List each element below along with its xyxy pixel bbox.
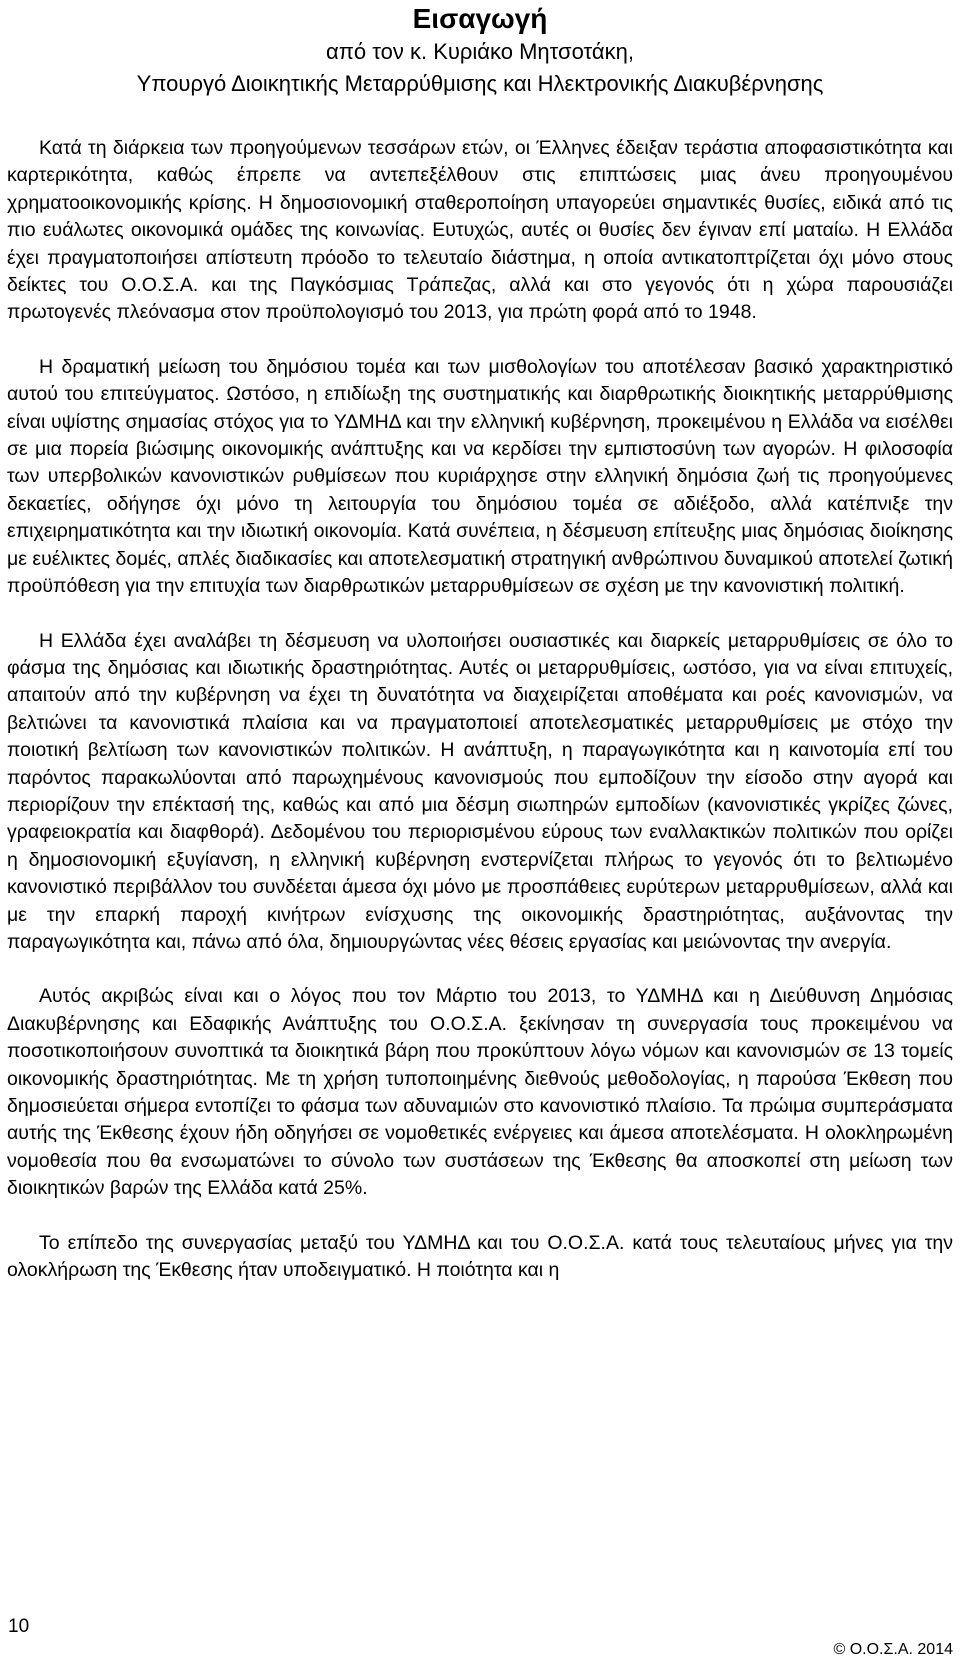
page-number: 10 <box>8 1616 30 1637</box>
paragraph-4: Αυτός ακριβώς είναι και ο λόγος που τον Μάρτιο του 2013, το ΥΔΜΗΔ και η Διεύθυνση Δημόσιας Διακυβέρνησης και Εδαφικής Ανάπτυξης του Ο.Ο.Σ.Α. ξεκίνησαν τη συνεργασία τους προκειμένου να ποσοτικοποιήσουν συνοπτικά τα διοικητικά βάρη που προκύπτουν λόγω νόμων και κανονισμών σε 13 τομείς οικονομικής δραστηριότητας. Με τη χρήση τυποποιημένης διεθνούς μεθοδολογίας, η παρούσα Έκθεση που δημοσιεύεται σήμερα εντοπίζει το φάσμα των αδυναμιών στο κανονιστικό πλαίσιο. Τα πρώιμα συμπεράσματα αυτής της Έκθεσης έχουν ήδη οδηγήσει σε νομοθετικές ενέργειες και άμεσα αποτελέσματα. Η ολοκληρωμένη νομοθεσία που θα ενσωματώνει το σύνολο των συστάσεων της Έκθεσης θα αποσκοπεί στη μείωση των διοικητικών βαρών της Ελλάδα κατά 25%. <box>7 985 953 1200</box>
page-title: Εισαγωγή <box>412 3 548 34</box>
body-text <box>7 135 953 1311</box>
paragraph-1: Κατά τη διάρκεια των προηγούμενων τεσσάρων ετών, οι Έλληνες έδειξαν τεράστια αποφασιστικότητα και καρτερικότητα, καθώς έπρεπε να αντεπεξέλθουν στις επιπτώσεις μιας άνευ προηγουμένου χρηματοοικονομικής κρίσης. Η δημοσιονομική σταθεροποίηση υπαγορεύει σημαντικές θυσίες, ειδικά από τις πιο ευάλωτες οικονομικά ομάδες της κοινωνίας. Ευτυχώς, αυτές οι θυσίες δεν έγιναν επί ματαίω. Η Ελλάδα έχει πραγματοποιήσει απίστευτη πρόοδο το τελευταίο διάστημα, η οποία αντικατοπτρίζεται όχι μόνο στους δείκτες του Ο.Ο.Σ.Α. και της Παγκόσμιας Τράπεζας, αλλά και στο γεγονός ότι η χώρα παρουσιάζει πρωτογενές πλεόνασμα στον προϋπολογισμό του 2013, για πρώτη φορά από το 1948. <box>7 137 953 324</box>
author-role-line: Υπουργό Διοικητικής Μεταρρύθμισης και Ηλεκτρονικής Διακυβέρνησης <box>136 71 824 96</box>
document-header <box>0 0 960 100</box>
paragraph-2: Η δραματική μείωση του δημόσιου τομέα και των μισθολογίων του αποτέλεσαν βασικό χαρακτηριστικό αυτού του επιτεύγματος. Ωστόσο, η επιδίωξη της συστηματικής και διαρθρωτικής διοικητικής μεταρρύθμισης είναι υψίστης σημασίας στόχος για το ΥΔΜΗΔ και την ελληνική κυβέρνηση, προκειμένου η Ελλάδα να εισέλθει σε μια πορεία βιώσιμης οικονομικής ανάπτυξης και να κερδίσει την εμπιστοσύνη των αγορών. Η φιλοσοφία των υπερβολικών κανονιστικών ρυθμίσεων που κυριάρχησε στην ελληνική δημόσια ζωή τις προηγούμενες δεκαετίες, οδήγησε όχι μόνο τη λειτουργία του δημόσιου τομέα σε αδιέξοδο, αλλά κατέπνιξε την επιχειρηματικότητα και την ιδιωτική οικονομία. Κατά συνέπεια, η δέσμευση επίτευξης μιας δημόσιας διοίκησης με ευέλικτες δομές, απλές διαδικασίες και αποτελεσματική στρατηγική ανθρώπινου δυναμικού αποτελεί ζωτική προϋπόθεση για την επιτυχία των διαρθρωτικών μεταρρυθμίσεων σε σχέση με την κανονιστική πολιτική. <box>7 355 953 598</box>
copyright-notice: © Ο.Ο.Σ.Α. 2014 <box>833 1641 953 1658</box>
paragraph-5: Το επίπεδο της συνεργασίας μεταξύ του ΥΔΜΗΔ και του Ο.Ο.Σ.Α. κατά τους τελευταίους μήνες για την ολοκλήρωση της Έκθεσης ήταν υποδειγματικό. Η ποιότητα και η <box>7 1231 953 1282</box>
paragraph-3: Η Ελλάδα έχει αναλάβει τη δέσμευση να υλοποιήσει ουσιαστικές και διαρκείς μεταρρυθμίσεις σε όλο το φάσμα της δημόσιας και ιδιωτικής δραστηριότητας. Αυτές οι μεταρρυθμίσεις, ωστόσο, για να είναι επιτυχείς, απαιτούν από την κυβέρνηση να έχει τη δυνατότητα να διαχειρίζεται αποθέματα και ροές κανονισμών, να βελτιώνει τα κανονιστικά πλαίσια και να πραγματοποιεί αποτελεσματικές μεταρρυθμίσεις με στόχο την ποιοτική βελτίωση των κανονιστικών πολιτικών. Η ανάπτυξη, η παραγωγικότητα και η καινοτομία επί του παρόντος παρακωλύονται από παρωχημένους κανονισμούς που εμποδίζουν την είσοδο στην αγορά και περιορίζουν την επέκτασή της, καθώς και από μια δέσμη σιωπηρών εμποδίων (κανονιστικές γκρίζες ζώνες, γραφειοκρατία και διαφθορά). Δεδομένου του περιορισμένου εύρους των εναλλακτικών πολιτικών που ορίζει η δημοσιονομική εξυγίανση, η ελληνική κυβέρνηση ενστερνίζεται πλήρως το γεγονός ότι το βελτιωμένο κανονιστικό περιβάλλον του συνδέεται άμεσα όχι μόνο με προσπάθειες ευρύτερων μεταρρυθμίσεων, αλλά και με την επαρκή παροχή κινήτρων ενίσχυσης της οικονομικής δραστηριότητας, αυξάνοντας την παραγωγικότητα και, πάνω από όλα, δημιουργώντας νέες θέσεις εργασίας και μειώνοντας την ανεργία. <box>7 629 953 953</box>
author-line: από τον κ. Κυριάκο Μητσοτάκη, <box>326 39 634 64</box>
